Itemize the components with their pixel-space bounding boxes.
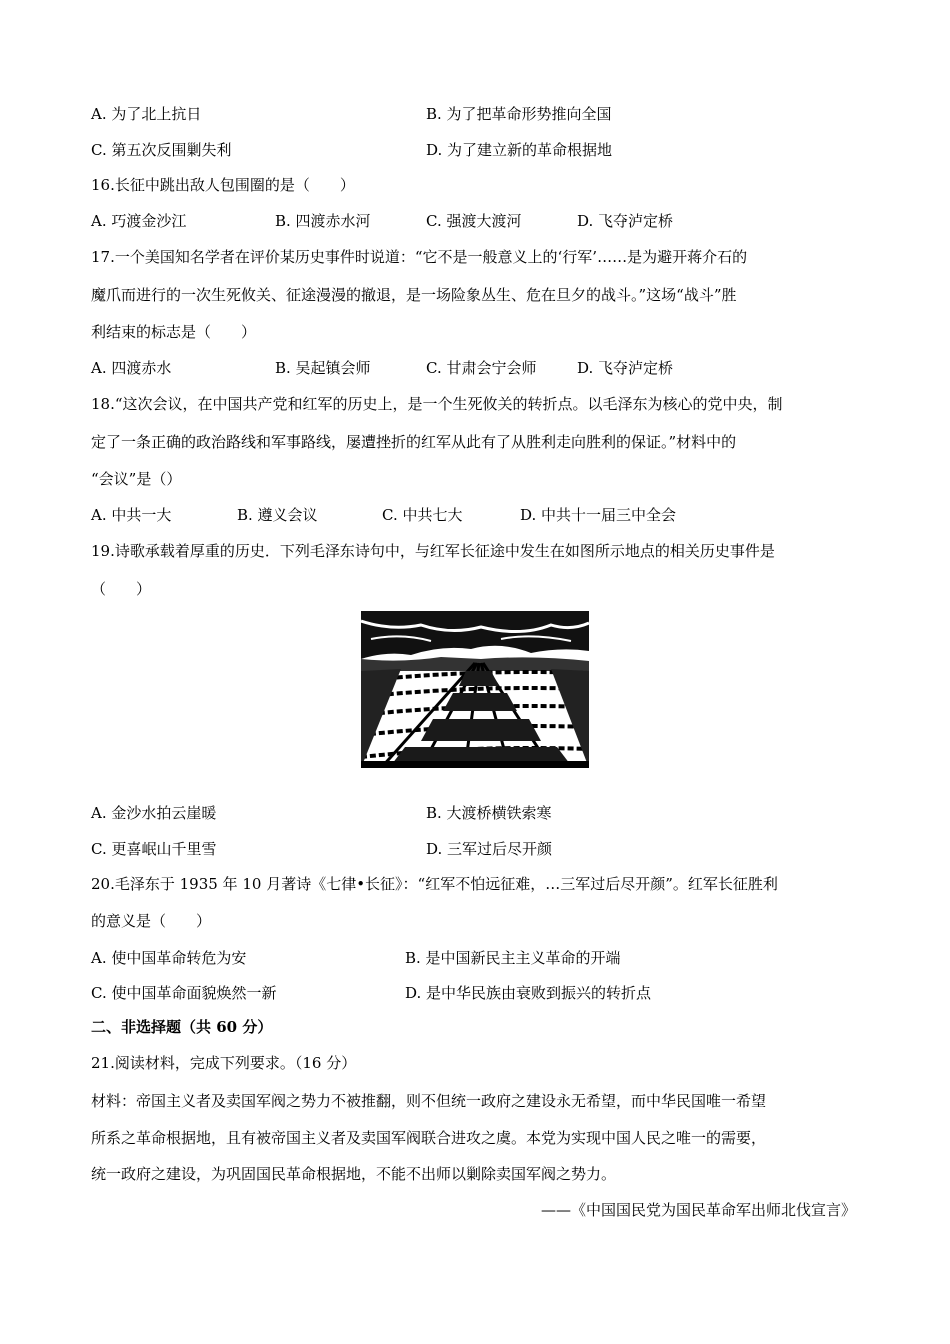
q16-stem: 16.长征中跳出敌人包围圈的是（ ） bbox=[91, 176, 355, 194]
q21-material-line-2: 所系之革命根据地，且有被帝国主义者及卖国军阀联合进攻之虞。本党为实现中国人民之唯一的需要， bbox=[91, 1129, 767, 1147]
q18-stem-line-1: 18.“这次会议，在中国共产党和红军的历史上，是一个生死攸关的转折点。以毛泽东为核心的党中央，制 bbox=[91, 395, 783, 413]
q15-option-b: B. 为了把革命形势推向全国 bbox=[426, 105, 612, 123]
q17-option-c: C. 甘肃会宁会师 bbox=[426, 359, 537, 377]
q19-option-c: C. 更喜岷山千里雪 bbox=[91, 840, 217, 858]
q18-option-a: A. 中共一大 bbox=[91, 506, 172, 524]
q20-stem-line-1: 20.毛泽东于 1935 年 10 月著诗《七律•长征》：“红军不怕远征难，…三军过后尽开颜”。红军长征胜利 bbox=[91, 875, 778, 893]
q20-option-d: D. 是中华民族由衰败到振兴的转折点 bbox=[405, 984, 652, 1002]
q15-option-a: A. 为了北上抗日 bbox=[91, 105, 202, 123]
q19-option-a: A. 金沙水拍云崖暖 bbox=[91, 804, 217, 822]
luding-bridge-photo bbox=[361, 611, 589, 768]
q19-stem-line-2: （ ） bbox=[91, 580, 152, 598]
q18-option-c: C. 中共七大 bbox=[382, 506, 463, 524]
q15-option-c: C. 第五次反围剿失利 bbox=[91, 141, 232, 159]
q21-material-line-3: 统一政府之建设，为巩固国民革命根据地，不能不出师以剿除卖国军阀之势力。 bbox=[91, 1165, 617, 1183]
q15-option-d: D. 为了建立新的革命根据地 bbox=[426, 141, 613, 159]
q18-option-b: B. 遵义会议 bbox=[237, 506, 318, 524]
q16-option-c: C. 强渡大渡河 bbox=[426, 212, 522, 230]
q21-source: ——《中国国民党为国民革命军出师北伐宣言》 bbox=[540, 1201, 856, 1219]
q16-option-a: A. 巧渡金沙江 bbox=[91, 212, 187, 230]
q17-option-d: D. 飞夺泸定桥 bbox=[577, 359, 674, 377]
q20-option-c: C. 使中国革命面貌焕然一新 bbox=[91, 984, 277, 1002]
q17-stem-line-3: 利结束的标志是（ ） bbox=[91, 323, 257, 341]
q21-stem: 21.阅读材料，完成下列要求。（16 分） bbox=[91, 1054, 357, 1072]
q19-option-d: D. 三军过后尽开颜 bbox=[426, 840, 553, 858]
q16-option-d: D. 飞夺泸定桥 bbox=[577, 212, 674, 230]
q18-option-d: D. 中共十一届三中全会 bbox=[520, 506, 677, 524]
q20-option-b: B. 是中国新民主主义革命的开端 bbox=[405, 949, 621, 967]
q18-stem-line-3: “会议”是（） bbox=[91, 470, 182, 488]
q19-stem-line-1: 19.诗歌承载着厚重的历史．下列毛泽东诗句中，与红军长征途中发生在如图所示地点的相关历史事件是 bbox=[91, 542, 775, 560]
q20-option-a: A. 使中国革命转危为安 bbox=[91, 949, 247, 967]
section-heading: 二、非选择题（共 60 分） bbox=[91, 1018, 273, 1036]
q20-stem-line-2: 的意义是（ ） bbox=[91, 912, 212, 930]
q17-option-a: A. 四渡赤水 bbox=[91, 359, 172, 377]
q19-option-b: B. 大渡桥横铁索寒 bbox=[426, 804, 552, 822]
q17-stem-line-2: 魔爪而进行的一次生死攸关、征途漫漫的撤退，是一场险象丛生、危在旦夕的战斗。”这场“战斗”胜 bbox=[91, 286, 737, 304]
q16-option-b: B. 四渡赤水河 bbox=[275, 212, 371, 230]
q17-option-b: B. 吴起镇会师 bbox=[275, 359, 371, 377]
q18-stem-line-2: 定了一条正确的政治路线和军事路线，屡遭挫折的红军从此有了从胜利走向胜利的保证。”材料中的 bbox=[91, 433, 737, 451]
q21-material-line-1: 材料：帝国主义者及卖国军阀之势力不被推翻，则不但统一政府之建设永无希望，而中华民国唯一希望 bbox=[91, 1092, 767, 1110]
q17-stem-line-1: 17.一个美国知名学者在评价某历史事件时说道：“它不是一般意义上的‘行军’……是为避开蒋介石的 bbox=[91, 248, 748, 266]
